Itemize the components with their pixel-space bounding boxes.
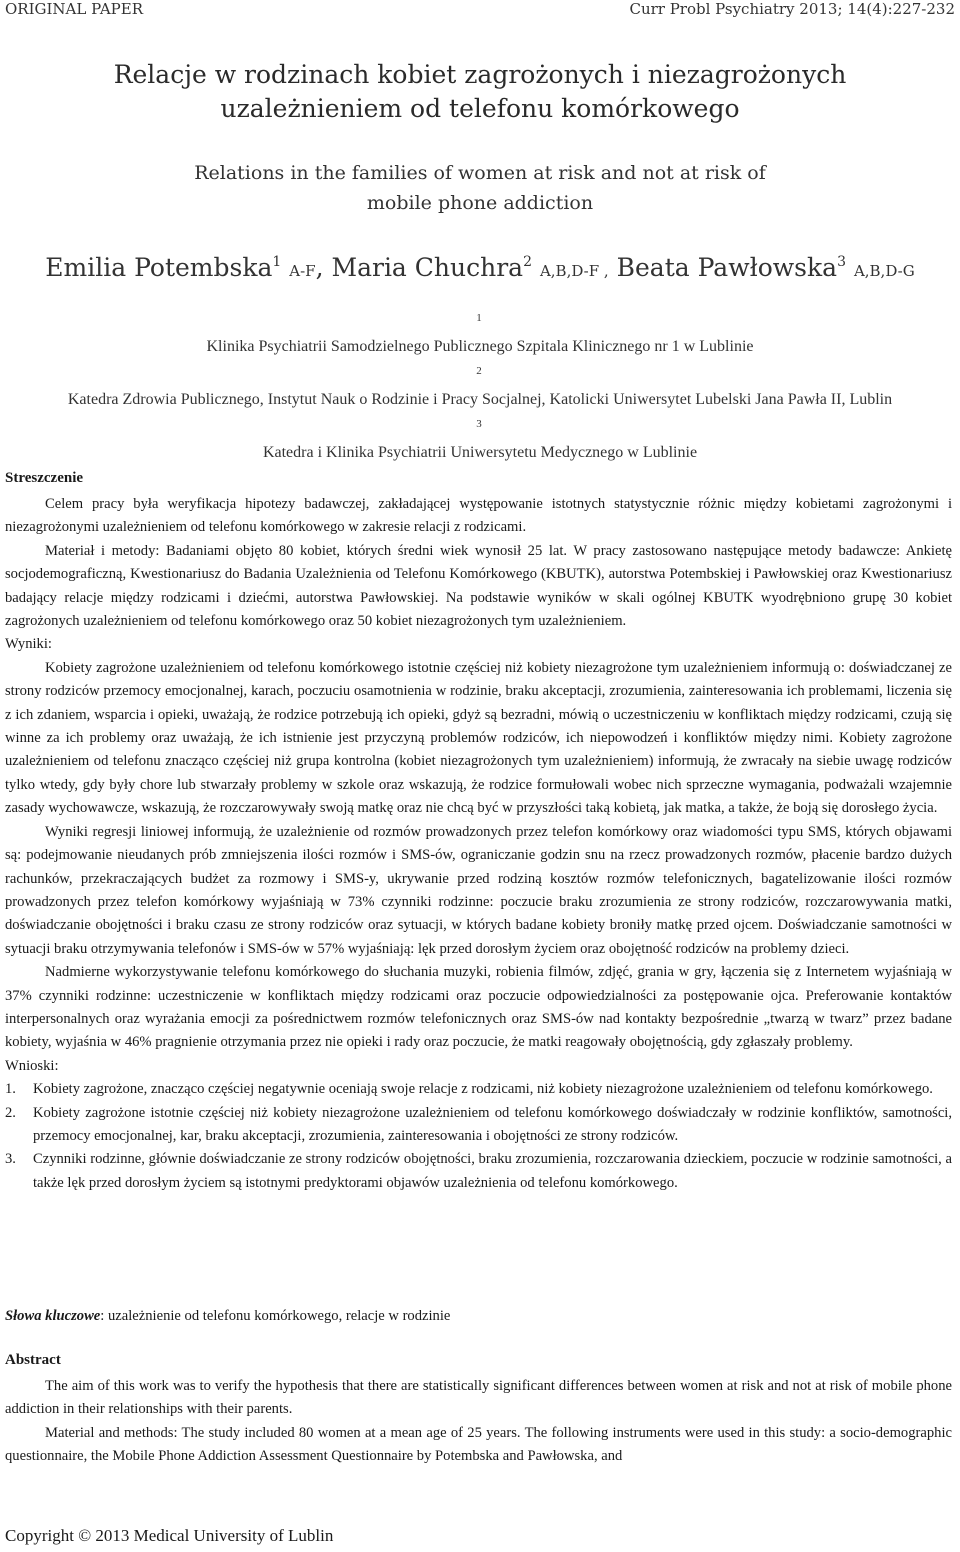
list-item-number: 1.	[5, 1081, 16, 1098]
english-title-line-2: mobile phone addiction	[366, 192, 594, 214]
list-item	[5, 1102, 952, 1149]
affiliation-number: 3	[476, 418, 482, 430]
list-item-number: 2.	[5, 1104, 16, 1121]
affiliation-number: 2	[476, 365, 482, 377]
keywords-label: Słowa kluczowe	[5, 1308, 101, 1324]
affiliation-list	[0, 306, 960, 465]
conclusions-list	[5, 1078, 952, 1195]
author-affiliation-number: 2	[523, 254, 532, 270]
results-paragraph-2: Wyniki regresji liniowej informują, że uzależnienie od rozmów prowadzonych przez telefon komórkowy oraz wiadomości typu SMS, których objawami są: podejmowanie nieudanych prób zmniejszenia ilości rozmów i SMS-ów, ograniczanie godzin snu na rzecz prowadzonych rozmów, płacenie bardzo dużych rachunków, przekraczających budżet za rozmowy i SMS-y, ukrywanie przed rodziną kosztów rozmów telefonicznych, bagatelizowanie ilości rozmów prowadzonych przez telefon komórkowy wyjaśniają w 73% czynniki rodzinne: poczucie braku zrozumienia ze strony rodziców, rozczarowywania matki, doświadczanie obojętności i braku czasu ze strony rodziców oraz sytuacji, w których badane kobiety broniły matkę przed ojcem. Doświadczanie samotności w sytuacji braku otrzymywania telefonów i SMS-ów w 57% wyjaśniają: lęk przed dorosłym życiem oraz obojętność rodziców na problemy dzieci.	[5, 823, 952, 957]
abstract-paragraph-2: Material and methods: The study included 80 women at a mean age of 25 years. The following instruments were used in this study: a socio-demographic questionnaire, the Mobile Phone Addiction Assessment Questionnaire by Potembska and Pawłowska, and	[5, 1424, 952, 1465]
keywords-text: : uzależnienie od telefonu komórkowego, relacje w rodzinie	[100, 1308, 451, 1324]
streszczenie-heading: Streszczenie	[5, 470, 84, 486]
list-item-number: 3.	[5, 1151, 16, 1168]
abstract-body	[5, 1375, 952, 1469]
affiliation-item	[0, 359, 960, 412]
paper-title	[0, 58, 960, 126]
methods-paragraph: Materiał i metody: Badaniami objęto 80 kobiet, których średni wiek wynosił 25 lat. W pracy zastosowano następujące metody badawcze: Ankietę socjodemograficzną, Kwestionariusz do Badania Uzależnienia od Telefonu Komórkowego (KBUTK), autorstwa Potembskiej i Pawłowskiej oraz Kwestionariusz badający relacje między rodzicami i dziećmi, autorstwa Pawłowskiej. Na podstawie wyników w skali ogólnej KBUTK wyodrębniono grupę 30 kobiet zagrożonych uzależnieniem od telefonu komórkowego oraz 50 kobiet niezagrożonych tym uzależnieniem.	[5, 542, 952, 630]
author-affiliation-number: 1	[272, 254, 282, 270]
journal-citation: Curr Probl Psychiatry 2013; 14(4):227-232	[629, 0, 955, 18]
affiliation-item	[0, 306, 960, 359]
author-contribution: A,B,D-F	[539, 262, 600, 280]
affiliation-item	[0, 412, 960, 465]
author-contribution: A,B,D-G	[853, 262, 915, 280]
results-paragraph-3: Nadmierne wykorzystywanie telefonu komórkowego do słuchania muzyki, robienia filmów, zdjęć, grania w gry, łączenia się z Internetem wyjaśniają w 37% czynniki rodzinne: uczestniczenie w konfliktach między rodzicami oraz poczucie odpowiedzialności za postępowanie ojca. Preferowanie kontaktów interpersonalnych oraz wyrażania emocji za pośrednictwem rozmów telefonicznych oraz SMS-ów nad kontakty bezpośrednie „twarzą w twarz” przez badane kobiety, wyjaśnia w 46% pragnienie otrzymania przez nie opieki i rady oraz poczucie, że matki reagowały obojętnością, gdy zgłaszały problemy.	[5, 964, 952, 1051]
streszczenie-body	[5, 493, 952, 1195]
abstract-paragraph-1: The aim of this work was to verify the hypothesis that there are statistically significant differences between women at risk and not at risk of mobile phone addiction in their relationships with their parents.	[5, 1378, 952, 1418]
aim-paragraph: Celem pracy była weryfikacja hipotezy badawczej, zakładającej występowanie istotnych statystycznie różnic między kobietami zagrożonymi i niezagrożonymi uzależnieniem od telefonu komórkowego w zakresie relacji z rodzicami.	[5, 496, 952, 536]
paper-title-line-1: Relacje w rodzinach kobiet zagrożonych i niezagrożonych	[113, 60, 847, 89]
affiliation-text: Klinika Psychiatrii Samodzielnego Publicznego Szpitala Klinicznego nr 1 w Lublinie	[206, 338, 754, 355]
list-item-text: Kobiety zagrożone istotnie częściej niż kobiety niezagrożone uzależnieniem od telefonu komórkowego doświadczały w rodzinie konfliktów, samotności, przemocy emocjonalnej, kar, braku akceptacji, zrozumienia, zainteresowania i obojętności ze strony rodziców.	[33, 1104, 952, 1144]
list-item	[5, 1148, 952, 1195]
list-item-text: Kobiety zagrożone, znacząco częściej negatywnie oceniają swoje relacje z rodzicami, niż kobiety niezagrożone uzależnieniem od telefonu komórkowego.	[33, 1081, 933, 1098]
author-separator: ,	[599, 262, 609, 280]
copyright-notice: Copyright © 2013 Medical University of Lublin	[5, 1526, 334, 1545]
results-label: Wyniki:	[5, 636, 52, 653]
affiliation-number: 1	[476, 312, 482, 324]
results-paragraph-1: Kobiety zagrożone uzależnieniem od telefonu komórkowego istotnie częściej niż kobiety niezagrożone tym uzależnieniem informują o: doświadczanej ze strony rodziców przemocy emocjonalnej, karach, poczuciu osamotnienia w rodzinie, braku akceptacji, zrozumienia, zainteresowania ich problemami, liczenia się z ich zdaniem, wsparcia i opieki, uważają, że rodzice potrzebują ich opieki, gdyż są bezradni, mówią o uczestniczeniu w konfliktach między rodzicami, czują się winne za ich problemy oraz uważają, że ich istnienie jest przyczyną problemów rodziców, ich niepowodzeń i konfliktów między nimi. Kobiety zagrożone uzależnieniem od telefonu znacząco częściej niż grupa kontrolna (kobiet niezagrożonych tym uzależnieniem) informują, że zwracały na siebie uwagę rodziców tylko wtedy, gdy były chore lub stwarzały problemy w szkole oraz wskazują, że rodzice formułowali wobec nich sprzeczne wymagania, podważali wzajemnie zasady wychowawcze, wskazują, że rozczarowywały swoją matkę oraz nie chcą być w przyszłości taką kobietą, jak matka, a także, że boją się dorosłego życia.	[5, 659, 952, 817]
author-name: Emilia Potembska	[45, 253, 273, 282]
list-item-text: Czynniki rodzinne, głównie doświadczanie ze strony rodziców obojętności, braku zrozumienia, rozczarowania dzieckiem, poczucie w rodzinie samotności, a także lęk przed dorosłym życiem są istotnymi predyktorami objawów uzależnienia od telefonu komórkowego.	[33, 1151, 952, 1191]
affiliation-text: Katedra Zdrowia Publicznego, Instytut Nauk o Rodzinie i Pracy Socjalnej, Katolicki Uniwersytet Lubelski Jana Pawła II, Lublin	[67, 391, 893, 408]
author-contribution: A-F	[289, 262, 316, 280]
author-separator: ,	[315, 253, 324, 282]
abstract-heading: Abstract	[5, 1352, 61, 1368]
affiliation-text: Katedra i Klinika Psychiatrii Uniwersytetu Medycznego w Lublinie	[262, 444, 698, 461]
author-name: Beata Pawłowska	[616, 253, 838, 282]
english-title	[0, 158, 960, 218]
author-affiliation-number: 3	[837, 254, 846, 270]
conclusions-label: Wnioski:	[5, 1057, 59, 1074]
author-list	[0, 244, 960, 289]
author-name: Maria Chuchra	[331, 253, 524, 282]
list-item	[5, 1078, 952, 1101]
paper-title-line-2: uzależnieniem od telefonu komórkowego	[220, 94, 740, 123]
english-title-line-1: Relations in the families of women at risk and not at risk of	[194, 162, 766, 184]
journal-section-label: ORIGINAL PAPER	[5, 0, 143, 18]
keywords	[5, 1308, 952, 1325]
